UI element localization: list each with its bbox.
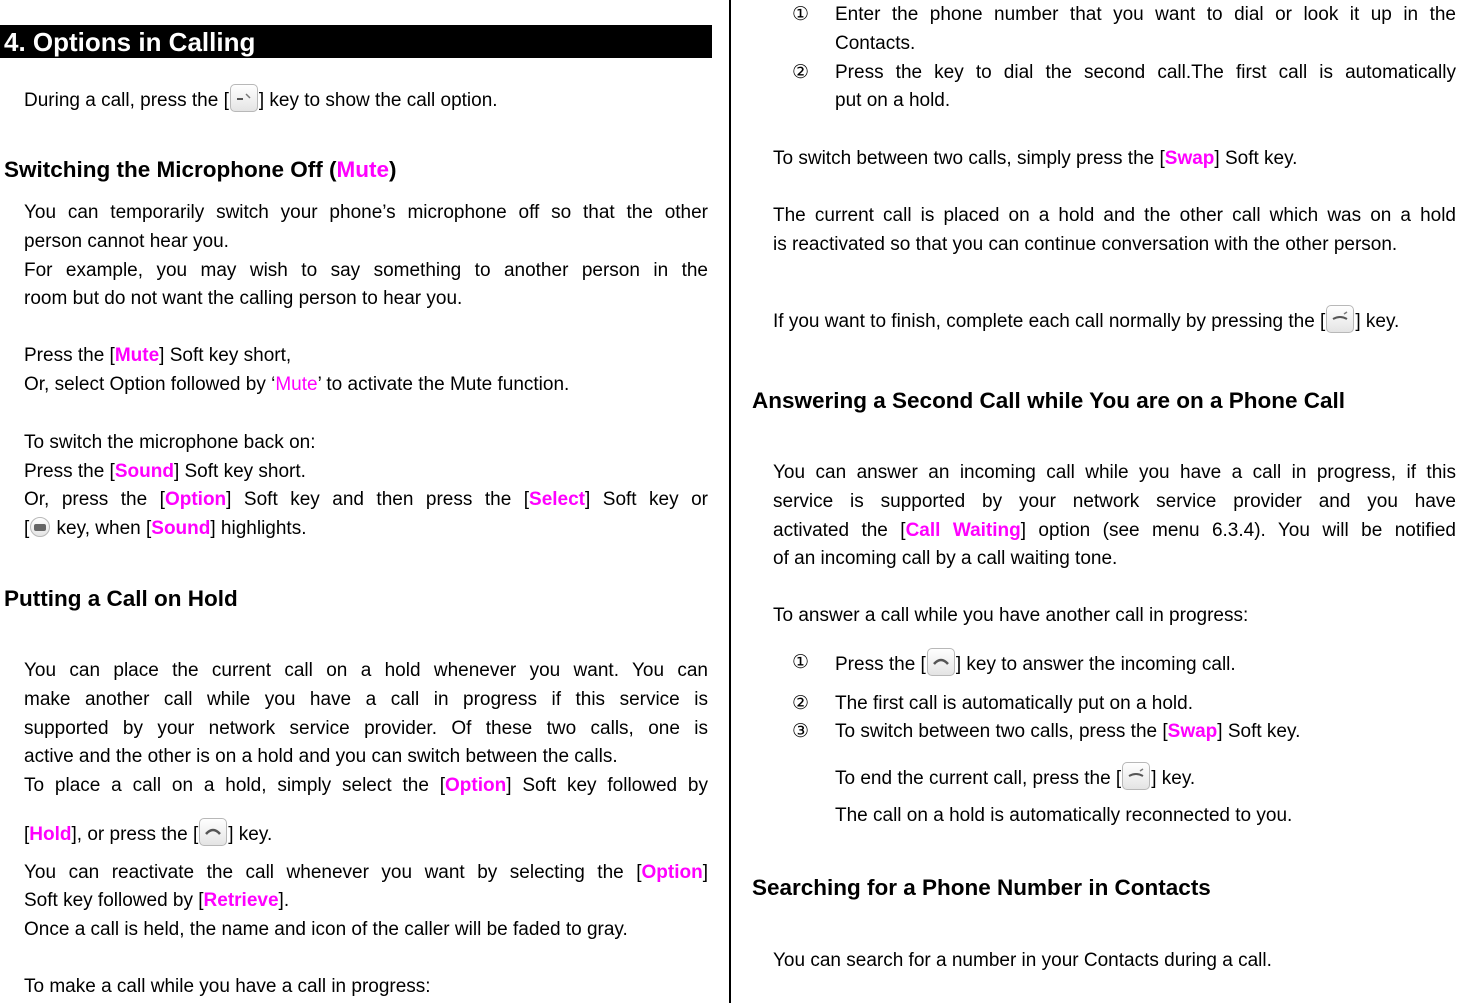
answer-step-2-number: ② (792, 693, 810, 714)
sound-press: Press the [Sound] Soft key short. (24, 461, 306, 482)
end-key-icon (1122, 762, 1150, 790)
answer-step-3-number: ③ (792, 721, 810, 742)
step-2-line-2: put on a hold. (835, 90, 951, 111)
mute-para-1-line-2: person cannot hear you. (24, 231, 229, 252)
swap-line: To switch between two calls, simply press the [Swap] Soft key. (773, 148, 1298, 169)
step-1-number: ① (792, 4, 810, 25)
mute-para-1-line-1: You can temporarily switch your phone’s microphone off so that the other (24, 202, 708, 223)
option-select-line: Or, press the [Option] Soft key and then press the [Select] Soft key or (24, 489, 709, 510)
current-call-line-2: is reactivated so that you can continue conversation with the other person. (773, 234, 1398, 255)
heading-mute: Switching the Microphone Off (Mute) (4, 157, 397, 182)
mute-select-option: Or, select Option followed by ‘Mute’ to activate the Mute function. (24, 374, 570, 395)
mute-press: Press the [Mute] Soft key short, (24, 345, 292, 366)
hold-para-1-line-2: make another call while you have a call in progress if this service is (24, 689, 708, 710)
answer-line-3: activated the [Call Waiting] option (see menu 6.3.4). You will be notified (773, 520, 1456, 541)
answer-step-3: To switch between two calls, press the [Swap] Soft key. (835, 721, 1301, 742)
answer-line-1: You can answer an incoming call while you have a call in progress, if this (773, 462, 1456, 483)
hold-place-line: To place a call on a hold, simply select the [Option] Soft key followed by (24, 775, 708, 796)
current-call-line-1: The current call is placed on a hold and the other call which was on a hold (773, 205, 1456, 226)
hold-para-1-line-4: active and the other is on a hold and you can switch between the calls. (24, 746, 618, 767)
heading-hold: Putting a Call on Hold (4, 586, 238, 611)
mute-para-2-line-2: room but do not want the calling person to hear you. (24, 288, 463, 309)
faded-gray-line: Once a call is held, the name and icon of the caller will be faded to gray. (24, 919, 628, 940)
step-1-line-1: Enter the phone number that you want to dial or look it up in the (835, 4, 1456, 25)
step-1-line-2: Contacts. (835, 33, 916, 54)
reconnect-line: The call on a hold is automatically reconnected to you. (835, 805, 1293, 826)
hold-para-1-line-3: supported by your network service provider. Of these two calls, one is (24, 718, 708, 739)
send-key-icon (199, 818, 227, 846)
mic-back-on: To switch the microphone back on: (24, 432, 316, 453)
intro-text: During a call, press the [ ] key to show the call option. (24, 84, 498, 115)
answer-line-4: of an incoming call by a call waiting tone. (773, 548, 1118, 569)
end-key-icon (1326, 305, 1354, 333)
answer-step-1-number: ① (792, 652, 810, 673)
ok-key-icon (30, 517, 50, 537)
hold-key-line: [Hold], or press the [ ] key. (24, 818, 272, 849)
menu-key-icon (230, 84, 258, 112)
answer-step-1: Press the [ ] key to answer the incoming call. (835, 648, 1236, 679)
make-call-line: To make a call while you have a call in progress: (24, 976, 431, 997)
reactivate-line: You can reactivate the call whenever you want by selecting the [Option] (24, 862, 708, 883)
step-2-line-1: Press the key to dial the second call.The first call is automatically (835, 62, 1456, 83)
heading-search-contacts: Searching for a Phone Number in Contacts (752, 875, 1211, 900)
section-banner: 4. Options in Calling (0, 25, 712, 58)
step-2-number: ② (792, 62, 810, 83)
answer-intro: To answer a call while you have another call in progress: (773, 605, 1249, 626)
column-divider (729, 0, 731, 1003)
mute-para-2-line-1: For example, you may wish to say something to another person in the (24, 260, 708, 281)
heading-answer-second-call: Answering a Second Call while You are on a Phone Call (752, 388, 1346, 413)
answer-line-2: service is supported by your network service provider and you have (773, 491, 1456, 512)
retrieve-line: Soft key followed by [Retrieve]. (24, 890, 290, 911)
end-call-line: To end the current call, press the [ ] key. (835, 762, 1195, 793)
search-line: You can search for a number in your Contacts during a call. (773, 950, 1272, 971)
send-key-icon (927, 648, 955, 676)
answer-step-2: The first call is automatically put on a hold. (835, 693, 1194, 714)
finish-line: If you want to finish, complete each call normally by pressing the [ ] key. (773, 305, 1399, 336)
ok-key-line: [ key, when [Sound] highlights. (24, 518, 307, 539)
hold-para-1-line-1: You can place the current call on a hold whenever you want. You can (24, 660, 708, 681)
